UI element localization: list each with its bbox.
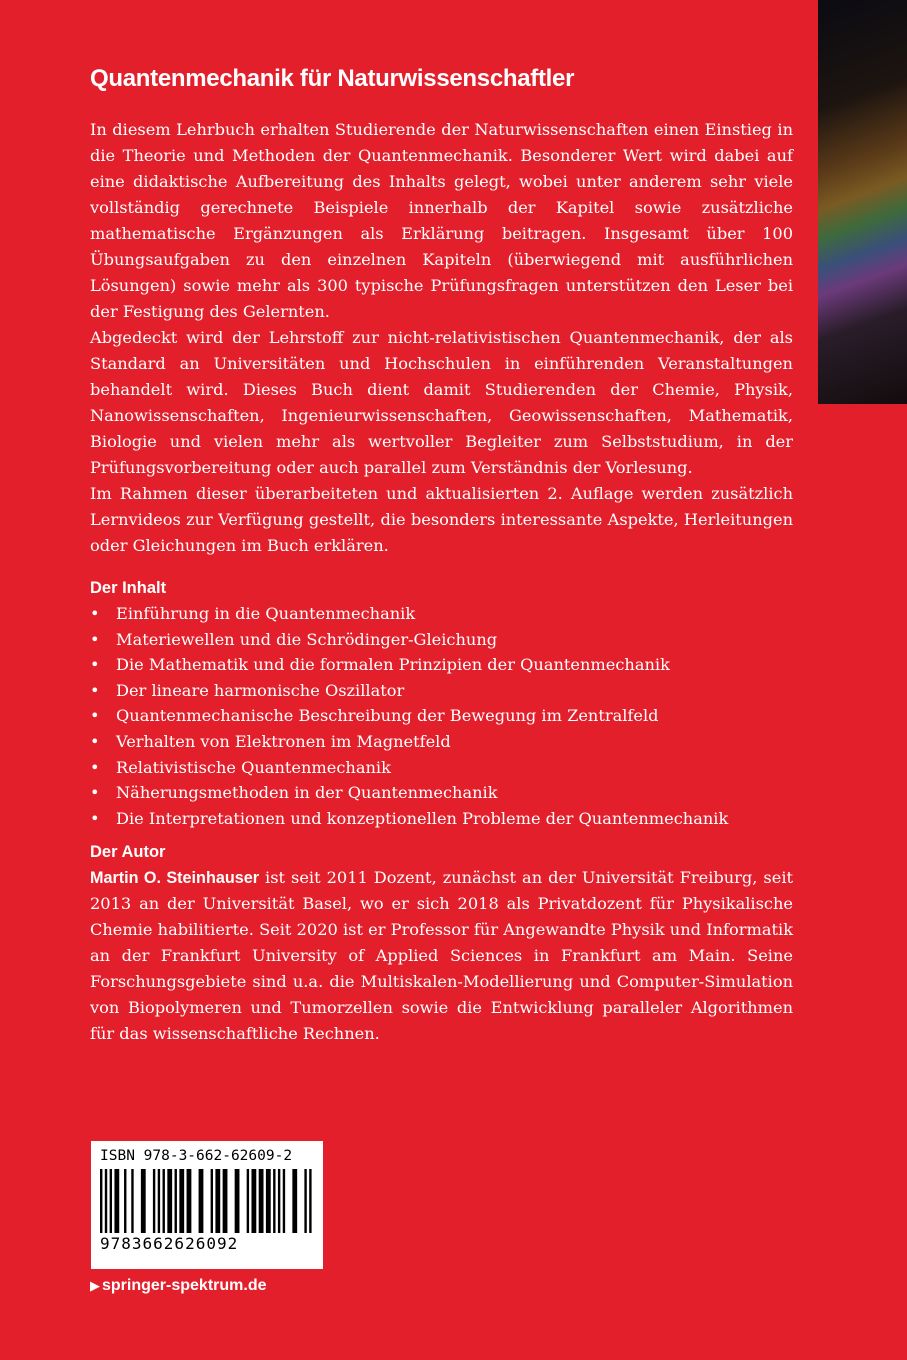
barcode-bar (278, 1169, 280, 1233)
barcode-bar (273, 1169, 275, 1233)
contents-heading: Der Inhalt (90, 579, 167, 597)
barcode-bar (187, 1169, 192, 1233)
description-paragraph-1: In diesem Lehrbuch erhalten Studierende der Naturwissenschaften einen Einstieg in die Theorie und Methoden der Quantenmechanik. Besonderer Wert wird dabei auf eine didaktische Aufbereitung des Inhalts gelegt, wobei unter anderem sehr viele vollständig gerechnete Beispiele innerhalb der Kapitel sowie zusätzliche mathematische Ergänzungen als Erklärung beitragen. Insgesamt über 100 Übungsaufgaben zu den einzelnen Kapiteln (überwiegend mit ausführlichen Lösungen) sowie mehr als 300 typische Prüfungsfragen unterstützen den Leser bei der Festigung des Gelernten. (90, 120, 793, 321)
author-bio (90, 865, 793, 1047)
list-item-text: Materiewellen und die Schrödinger-Gleichung (116, 629, 498, 649)
barcode-bar (153, 1169, 155, 1233)
barcode-bar (304, 1169, 306, 1233)
barcode-bar (131, 1169, 133, 1233)
list-item (90, 729, 793, 755)
barcode-bar (163, 1169, 165, 1233)
list-item-text: Der lineare harmonische Oszillator (116, 680, 405, 700)
list-item (90, 703, 793, 729)
barcode-bar (251, 1169, 256, 1233)
list-item (90, 601, 793, 627)
isbn-barcode-box (90, 1140, 324, 1270)
barcode-bar (167, 1169, 172, 1233)
back-cover-text (90, 117, 793, 1047)
list-item-text: Näherungsmethoden in der Quantenmechanik (116, 783, 498, 803)
list-item-text: Relativistische Quantenmechanik (116, 757, 391, 777)
contents-list (90, 601, 793, 831)
barcode-bar (211, 1169, 213, 1233)
publisher-website-link[interactable] (90, 1276, 266, 1296)
isbn-label: ISBN 978-3-662-62609-2 (100, 1148, 293, 1164)
bullet-icon: • (90, 706, 100, 726)
list-item (90, 806, 793, 832)
barcode-bar (105, 1169, 107, 1233)
list-item (90, 780, 793, 806)
bullet-icon: • (90, 604, 100, 623)
barcode-bar (179, 1169, 184, 1233)
list-item-text: Einführung in die Quantenmechanik (116, 604, 416, 623)
bullet-icon: • (90, 731, 100, 751)
barcode-bar (266, 1169, 271, 1233)
barcode-bar (309, 1169, 311, 1233)
barcode-bar (223, 1169, 228, 1233)
barcode-bar (215, 1169, 220, 1233)
list-item (90, 755, 793, 781)
barcode-bar (141, 1169, 146, 1233)
bullet-icon: • (90, 629, 100, 649)
list-item-text: Quantenmechanische Beschreibung der Bewegung im Zentralfeld (116, 706, 659, 726)
barcode-bar (283, 1169, 285, 1233)
website-url: springer-spektrum.de (102, 1277, 267, 1294)
list-item-text: Die Interpretationen und konzeptionellen Probleme der Quantenmechanik (116, 808, 729, 828)
bullet-icon: • (90, 783, 100, 803)
description-paragraph-3: Im Rahmen dieser überarbeiteten und aktualisierten 2. Auflage werden zusätzlich Lernvideos zur Verfügung gestellt, die besonders interessante Aspekte, Herleitungen oder Gleichungen im Buch erklären. (90, 484, 793, 555)
list-item-text: Die Mathematik und die formalen Prinzipien der Quantenmechanik (116, 655, 670, 675)
barcode-bar (235, 1169, 240, 1233)
list-item (90, 627, 793, 653)
bullet-icon: • (90, 655, 100, 675)
barcode-bar (259, 1169, 264, 1233)
author-heading: Der Autor (90, 843, 166, 862)
barcode-bar (292, 1169, 297, 1233)
book-title: Quantenmechanik für Naturwissenschaftler (90, 65, 575, 92)
barcode-bar (114, 1169, 119, 1233)
barcode-icon (100, 1169, 314, 1233)
barcode-bar (247, 1169, 249, 1233)
bullet-icon: • (90, 808, 100, 828)
barcode-bar (175, 1169, 177, 1233)
list-item-text: Verhalten von Elektronen im Magnetfeld (116, 731, 451, 751)
list-item (90, 678, 793, 704)
author-bio-text: ist seit 2011 Dozent, zunächst an der Universität Freiburg, seit 2013 an der Universität Basel, wo er sich 2018 als Privatdozent für Physikalische Chemie habilitierte. Seit 2020 ist er Professor für Angewandte Physik und Informatik an der Frankfurt University of Applied Sciences in Frankfurt am Main. Seine Forschungsgebiete sind u.a. die Multiskalen-Modellierung und Computer-Simulation von Biopolymeren und Tumorzellen sowie die Entwicklung paralleler Algorithmen für das wissenschaftliche Rechnen. (90, 868, 794, 1044)
author-name: Martin O. Steinhauser (90, 869, 260, 888)
description-paragraph-2: Abgedeckt wird der Lehrstoff zur nicht-relativistischen Quantenmechanik, der als Standard an Universitäten und Hochschulen in einführenden Veranstaltungen behandelt wird. Dieses Buch dient damit Studierenden der Chemie, Physik, Nanowissenschaften, Ingenieurwissenschaften, Geowissenschaften, Mathematik, Biologie und vielen mehr als wertvoller Begleiter zum Selbststudium, in der Prüfungsvorbereitung oder auch parallel zum Verständnis der Vorlesung. (90, 328, 793, 477)
cover-photo-corner (818, 0, 907, 404)
barcode-bar (100, 1169, 102, 1233)
barcode-bar (110, 1169, 112, 1233)
isbn-digits: 9783662626092 (100, 1234, 239, 1253)
bullet-icon: • (90, 680, 100, 700)
barcode-bar (199, 1169, 204, 1233)
bullet-icon: • (90, 757, 100, 777)
barcode-bar (158, 1169, 160, 1233)
arrow-right-icon: ▶ (90, 1278, 100, 1293)
list-item (90, 652, 793, 678)
barcode-bar (124, 1169, 126, 1233)
